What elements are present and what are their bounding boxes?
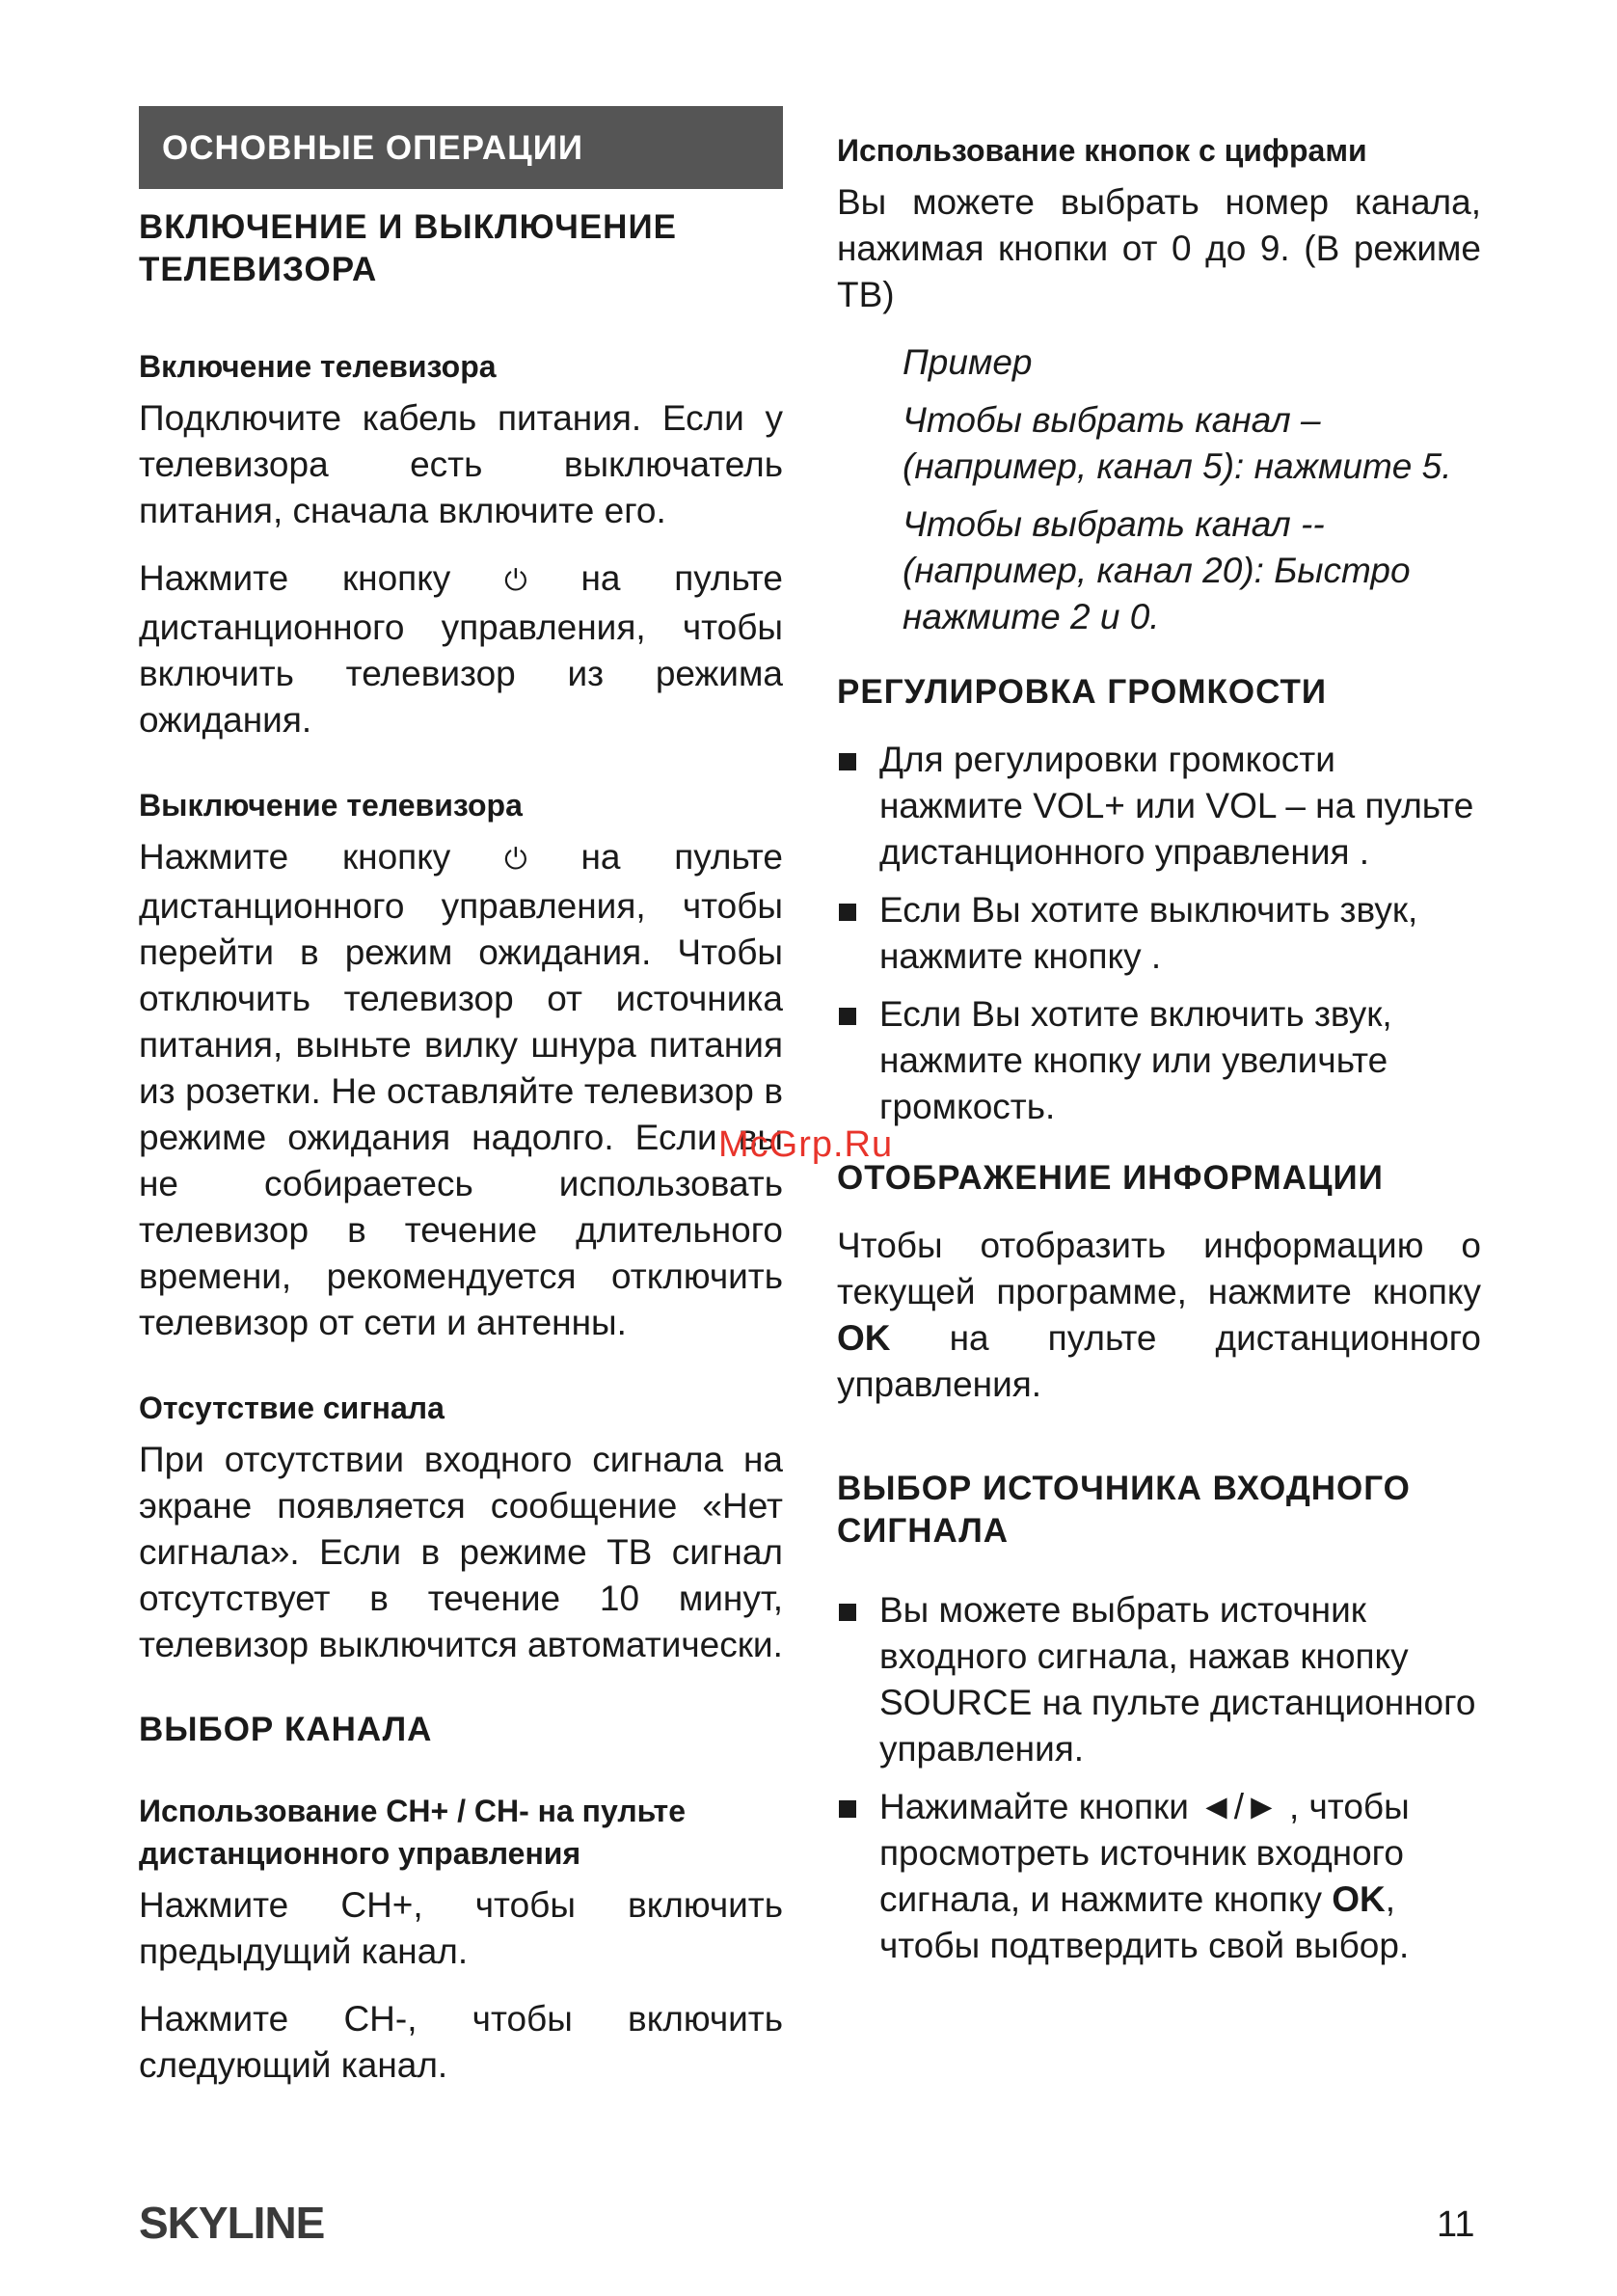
list-item: Для регулировки громкости нажмите VOL+ или VOL – на пульте дистанционного управления .	[837, 737, 1481, 876]
power-off-subheading: Выключение телевизора	[139, 788, 523, 823]
example-block	[837, 339, 1481, 640]
list-item: Если Вы хотите выключить звук, нажмите кнопку .	[837, 887, 1481, 980]
example-1: Чтобы выбрать канал – (например, канал 5): нажмите 5.	[903, 400, 1452, 486]
power-heading: ВКЛЮЧЕНИЕ И ВЫКЛЮЧЕНИЕ ТЕЛЕВИЗОРА	[139, 208, 677, 288]
no-signal-paragraph: При отсутствии входного сигнала на экране появляется сообщение «Нет сигнала». Если в режиме ТВ сигнал отсутствует в течение 10 минут, телевизор выключится автоматически.	[139, 1440, 783, 1664]
power-on-paragraph-2: Нажмите кнопку ⏻ на пульте дистанционного управления, чтобы включить телевизор из режима ожидания.	[139, 558, 784, 740]
channel-heading: ВЫБОР КАНАЛА	[139, 1711, 433, 1748]
info-paragraph: Чтобы отобразить информацию о текущей программе, нажмите кнопку OK на пульте дистанционного управления.	[837, 1226, 1481, 1404]
bullet-icon	[839, 753, 856, 770]
power-icon: ⏻	[504, 565, 527, 597]
source-list	[837, 1587, 1481, 1969]
no-signal-subheading: Отсутствие сигнала	[139, 1391, 445, 1425]
list-item: Нажимайте кнопки ◄/► , чтобы просмотреть источник входного сигнала, и нажмите кнопку OK, чтобы подтвердить свой выбор.	[837, 1784, 1481, 1969]
digit-buttons-subheading: Использование кнопок с цифрами	[837, 133, 1367, 168]
bullet-icon	[839, 1008, 856, 1025]
right-column	[837, 129, 1481, 1996]
section-banner: ОСНОВНЫЕ ОПЕРАЦИИ	[139, 106, 783, 189]
ch-paragraph-2: Нажмите CH-, чтобы включить следующий канал.	[139, 1999, 783, 2085]
watermark: McGrp.Ru	[718, 1124, 894, 1165]
example-2: Чтобы выбрать канал -- (например, канал 20): Быстро нажмите 2 и 0.	[903, 504, 1411, 636]
power-off-paragraph: Нажмите кнопку ⏻ на пульте дистанционного управления, чтобы перейти в режим ожидания. Чтобы отключить телевизор от источника питания, выньте вилку шнура питания из розетки. Не оставляйте телевизор в режиме ожидания надолго. Если вы не собираетесь использовать телевизор в течение длительного времени, рекомендуется отключить телевизор от сети и антенны.	[139, 837, 784, 1342]
ch-buttons-subheading: Использование CH+ / CH- на пульте дистанционного управления	[139, 1794, 686, 1871]
power-on-paragraph-1: Подключите кабель питания. Если у телевизора есть выключатель питания, сначала включите его.	[139, 398, 783, 530]
brand-logo: SKYLINE	[139, 2198, 325, 2248]
bullet-icon	[839, 904, 856, 921]
bullet-icon	[839, 1800, 856, 1818]
left-column	[139, 106, 783, 2110]
ch-paragraph-1: Нажмите CH+, чтобы включить предыдущий канал.	[139, 1885, 783, 1971]
volume-heading: РЕГУЛИРОВКА ГРОМКОСТИ	[837, 673, 1328, 711]
list-item: Вы можете выбрать источник входного сигнала, нажав кнопку SOURCE на пульте дистанционного управления.	[837, 1587, 1481, 1772]
ok-label: OK	[837, 1318, 891, 1358]
page-number: 11	[1437, 2204, 1475, 2245]
volume-list	[837, 737, 1481, 1130]
ok-label: OK	[1332, 1879, 1386, 1919]
example-label: Пример	[903, 342, 1033, 382]
power-on-subheading: Включение телевизора	[139, 349, 497, 384]
source-heading: ВЫБОР ИСТОЧНИКА ВХОДНОГО СИГНАЛА	[837, 1470, 1411, 1550]
list-item: Если Вы хотите включить звук, нажмите кнопку или увеличьте громкость.	[837, 991, 1481, 1130]
info-heading: ОТОБРАЖЕНИЕ ИНФОРМАЦИИ	[837, 1159, 1384, 1197]
bullet-icon	[839, 1604, 856, 1621]
digit-buttons-paragraph: Вы можете выбрать номер канала, нажимая кнопки от 0 до 9. (В режиме ТВ)	[837, 182, 1481, 314]
power-icon: ⏻	[504, 844, 527, 876]
